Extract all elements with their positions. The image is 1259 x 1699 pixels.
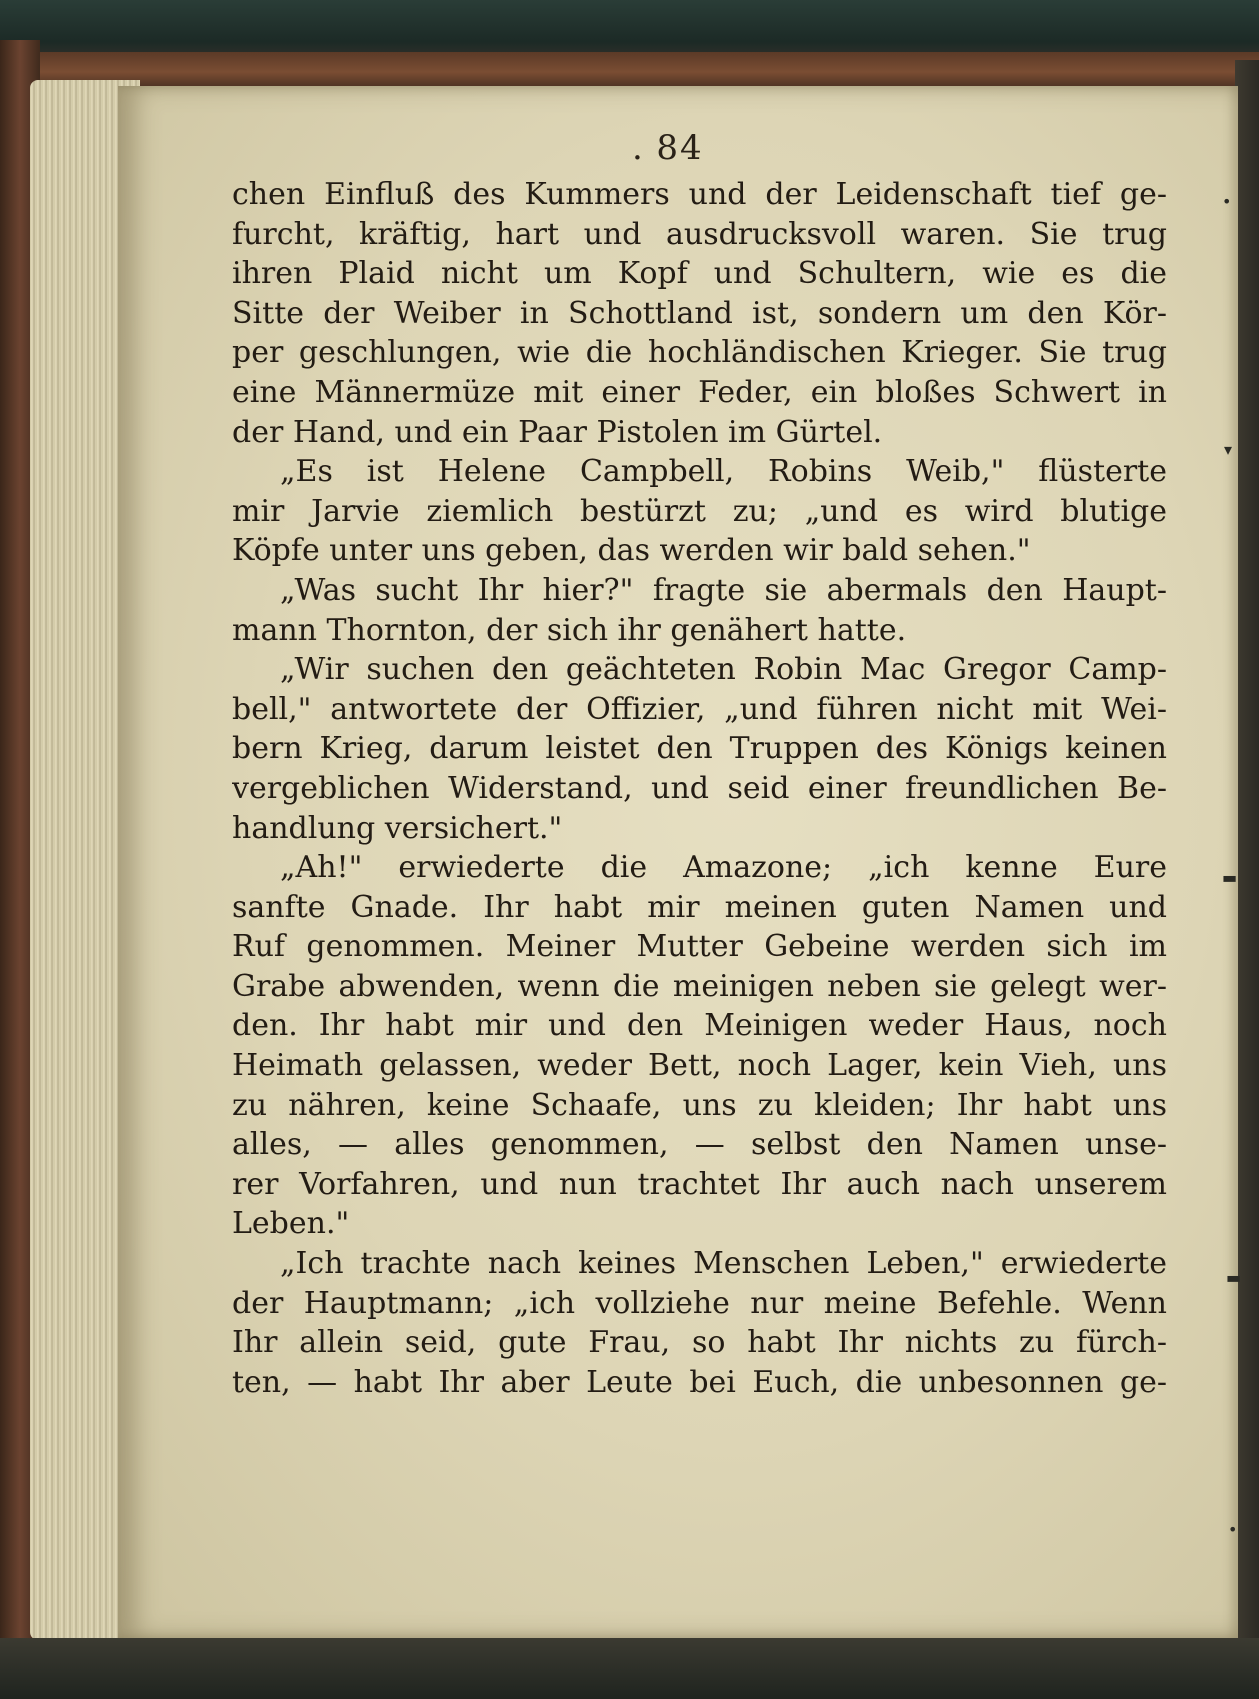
text-line: sanfte Gnade. Ihr habt mir meinen guten Namen und xyxy=(232,889,1167,925)
text-line: alles, — alles genommen, — selbst den Namen unse- xyxy=(232,1127,1167,1163)
scanner-top-band xyxy=(0,0,1259,60)
page-number: . 84 xyxy=(640,128,720,168)
text-line: ten, — habt Ihr aber Leute bei Euch, die unbesonnen ge- xyxy=(232,1364,1167,1400)
text-line: Ihr allein seid, gute Frau, so habt Ihr nichts zu fürch- xyxy=(232,1325,1167,1361)
text-line: chen Einfluß des Kummers und der Leidenschaft tief ge- xyxy=(232,177,1167,212)
text-line: per geschlungen, wie die hochländischen Krieger. Sie trug xyxy=(232,335,1167,371)
text-line: Sitte der Weiber in Schottland ist, sondern um den Kör- xyxy=(232,295,1167,331)
text-line: zu nähren, keine Schaafe, uns zu kleiden; Ihr habt uns xyxy=(232,1087,1167,1123)
margin-mark: • xyxy=(1228,1520,1238,1539)
text-line: rer Vorfahren, und nun trachtet Ihr auch nach unserem xyxy=(232,1166,1167,1202)
text-line: der Hand, und ein Paar Pistolen im Gürtel. xyxy=(232,414,883,450)
text-line: „Was sucht Ihr hier?" fragte sie abermals den Haupt- xyxy=(280,572,1167,608)
text-line: mir Jarvie ziemlich bestürzt zu; „und es wird blutige xyxy=(232,493,1167,529)
text-line: eine Männermüze mit einer Feder, ein bloßes Schwert in xyxy=(232,374,1167,410)
text-line: bell," antwortete der Offizier, „und führen nicht mit Wei- xyxy=(232,691,1167,727)
text-line: handlung versichert." xyxy=(232,810,563,846)
text-line: Köpfe unter uns geben, das werden wir bald sehen." xyxy=(232,533,1031,569)
text-line: „Wir suchen den geächteten Robin Mac Gregor Camp- xyxy=(280,652,1167,688)
text-line: vergeblichen Widerstand, und seid einer freundlichen Be- xyxy=(232,770,1167,806)
text-line: ihren Plaid nicht um Kopf und Schultern, wie es die xyxy=(232,256,1167,292)
text-line: Heimath gelassen, weder Bett, noch Lager, kein Vieh, uns xyxy=(232,1048,1167,1084)
margin-mark: ▬ xyxy=(1222,868,1238,887)
text-line: „Es ist Helene Campbell, Robins Weib," flüsterte xyxy=(280,454,1167,490)
text-line: den. Ihr habt mir und den Meinigen weder Haus, noch xyxy=(232,1008,1167,1044)
text-line: Leben." xyxy=(232,1206,350,1242)
margin-mark: • xyxy=(1222,192,1232,211)
book-cover-right-edge xyxy=(1235,60,1259,1699)
text-line: furcht, kräftig, hart und ausdrucksvoll waren. Sie trug xyxy=(232,216,1167,252)
text-line: Ruf genommen. Meiner Mutter Gebeine werden sich im xyxy=(232,929,1167,965)
text-line: der Hauptmann; „ich vollziehe nur meine Befehle. Wenn xyxy=(232,1285,1167,1321)
text-line: Grabe abwenden, wenn die meinigen neben sie gelegt wer- xyxy=(232,968,1167,1004)
text-line: mann Thornton, der sich ihr genähert hatte. xyxy=(232,612,907,648)
text-line: bern Krieg, darum leistet den Truppen des Königs keinen xyxy=(232,731,1167,767)
page-text xyxy=(232,175,1167,1402)
margin-mark: ▬ xyxy=(1226,1268,1242,1287)
text-line: „Ah!" erwiederte die Amazone; „ich kenne Eure xyxy=(280,850,1167,886)
text-line: „Ich trachte nach keines Menschen Leben," erwiederte xyxy=(280,1246,1167,1282)
margin-mark: ▾ xyxy=(1224,440,1233,459)
scanner-bottom-band xyxy=(0,1638,1259,1699)
